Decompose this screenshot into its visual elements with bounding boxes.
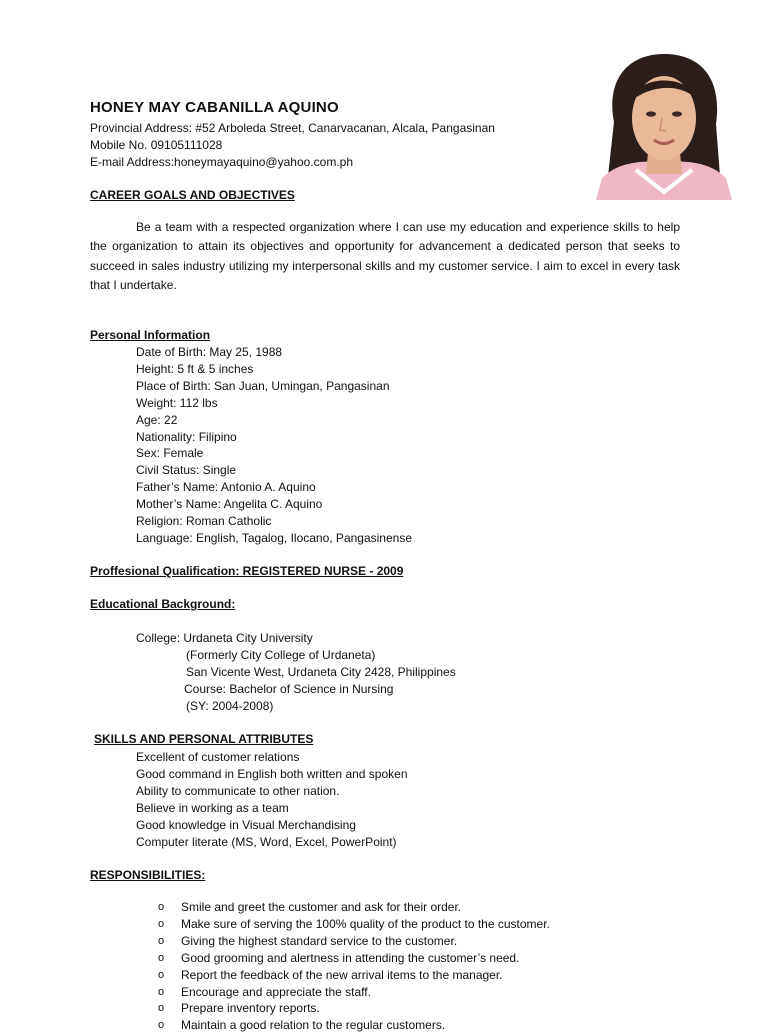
list-item-text: Maintain a good relation to the regular customers. (181, 1018, 446, 1033)
list-item-text: Smile and greet the customer and ask for their order. (181, 900, 462, 914)
college-former-name: (Formerly City College of Urdaneta) (186, 648, 376, 662)
career-goals-heading: CAREER GOALS AND OBJECTIVES (90, 188, 295, 202)
bullet-icon: o (158, 985, 165, 998)
list-item (158, 950, 550, 967)
list-item: Height: 5 ft & 5 inches (136, 361, 254, 376)
bullet-icon: o (158, 968, 165, 981)
bullet-icon: o (158, 951, 165, 964)
college-address: San Vicente West, Urdaneta City 2428, Philippines (186, 665, 456, 679)
list-item (158, 984, 550, 1001)
responsibilities-heading: RESPONSIBILITIES: (90, 868, 206, 882)
list-item: Ability to communicate to other nation. (136, 783, 340, 798)
list-item-text: Make sure of serving the 100% quality of the product to the customer. (181, 916, 550, 931)
list-item: Language: English, Tagalog, Ilocano, Pangasinense (136, 530, 412, 545)
skills-heading: SKILLS AND PERSONAL ATTRIBUTES (94, 732, 314, 746)
email-address: E-mail Address:honeymayaquino@yahoo.com.ph (90, 155, 353, 169)
career-goals-text: Be a team with a respected organization where I can use my education and experience skills to help the organization to attain its objectives and opportunity for advancement a dedicated person that seeks to succeed in sales industry utilizing my interpersonal skills and my customer service. I aim to excel in every task that I undertake. (90, 220, 680, 293)
bullet-icon: o (158, 917, 165, 930)
list-item-text: Giving the highest standard service to the customer. (181, 933, 458, 948)
education-heading: Educational Background: (90, 597, 236, 611)
mobile-number: Mobile No. 09105111028 (90, 138, 223, 152)
college-line: College: Urdaneta City University (136, 631, 313, 645)
bullet-icon: o (158, 901, 165, 913)
personal-info-list (136, 344, 412, 547)
college-school-year: (SY: 2004-2008) (186, 699, 274, 713)
list-item-text: Report the feedback of the new arrival items to the manager. (181, 967, 503, 982)
provincial-address: Provincial Address: #52 Arboleda Street, Canarvacanan, Alcala, Pangasinan (90, 121, 495, 135)
responsibilities-list (158, 899, 550, 1034)
list-item (158, 1017, 550, 1034)
list-item: Weight: 112 lbs (136, 395, 218, 410)
list-item: Believe in working as a team (136, 800, 289, 815)
list-item: Sex: Female (136, 446, 204, 461)
list-item: Civil Status: Single (136, 463, 237, 478)
qualification-heading: Proffesional Qualification: REGISTERED NURSE - 2009 (90, 564, 404, 578)
applicant-name: HONEY MAY CABANILLA AQUINO (90, 99, 339, 116)
list-item: Age: 22 (136, 412, 178, 427)
list-item (158, 1000, 550, 1017)
list-item: Good command in English both written and spoken (136, 766, 408, 781)
list-item: Good knowledge in Visual Merchandising (136, 817, 356, 832)
personal-info-heading: Personal Information (90, 328, 211, 342)
list-item: Date of Birth: May 25, 1988 (136, 345, 283, 359)
bullet-icon: o (158, 934, 165, 947)
list-item (158, 899, 550, 916)
list-item-text: Good grooming and alertness in attending the customer’s need. (181, 950, 520, 965)
college-course: Course: Bachelor of Science in Nursing (184, 682, 394, 696)
bullet-icon: o (158, 1002, 165, 1015)
list-item (158, 967, 550, 984)
list-item: Excellent of customer relations (136, 750, 300, 764)
list-item: Place of Birth: San Juan, Umingan, Pangasinan (136, 378, 390, 393)
list-item (158, 933, 550, 950)
list-item-text: Encourage and appreciate the staff. (181, 984, 371, 999)
list-item: Religion: Roman Catholic (136, 514, 272, 529)
skills-list (136, 749, 408, 850)
bullet-icon: o (158, 1019, 165, 1032)
list-item-text: Prepare inventory reports. (181, 1001, 320, 1016)
list-item (158, 916, 550, 933)
profile-photo (596, 52, 732, 200)
list-item: Mother’s Name: Angelita C. Aquino (136, 497, 323, 512)
list-item: Nationality: Filipino (136, 429, 237, 444)
list-item: Computer literate (MS, Word, Excel, PowerPoint) (136, 834, 397, 849)
list-item: Father’s Name: Antonio A. Aquino (136, 480, 316, 495)
